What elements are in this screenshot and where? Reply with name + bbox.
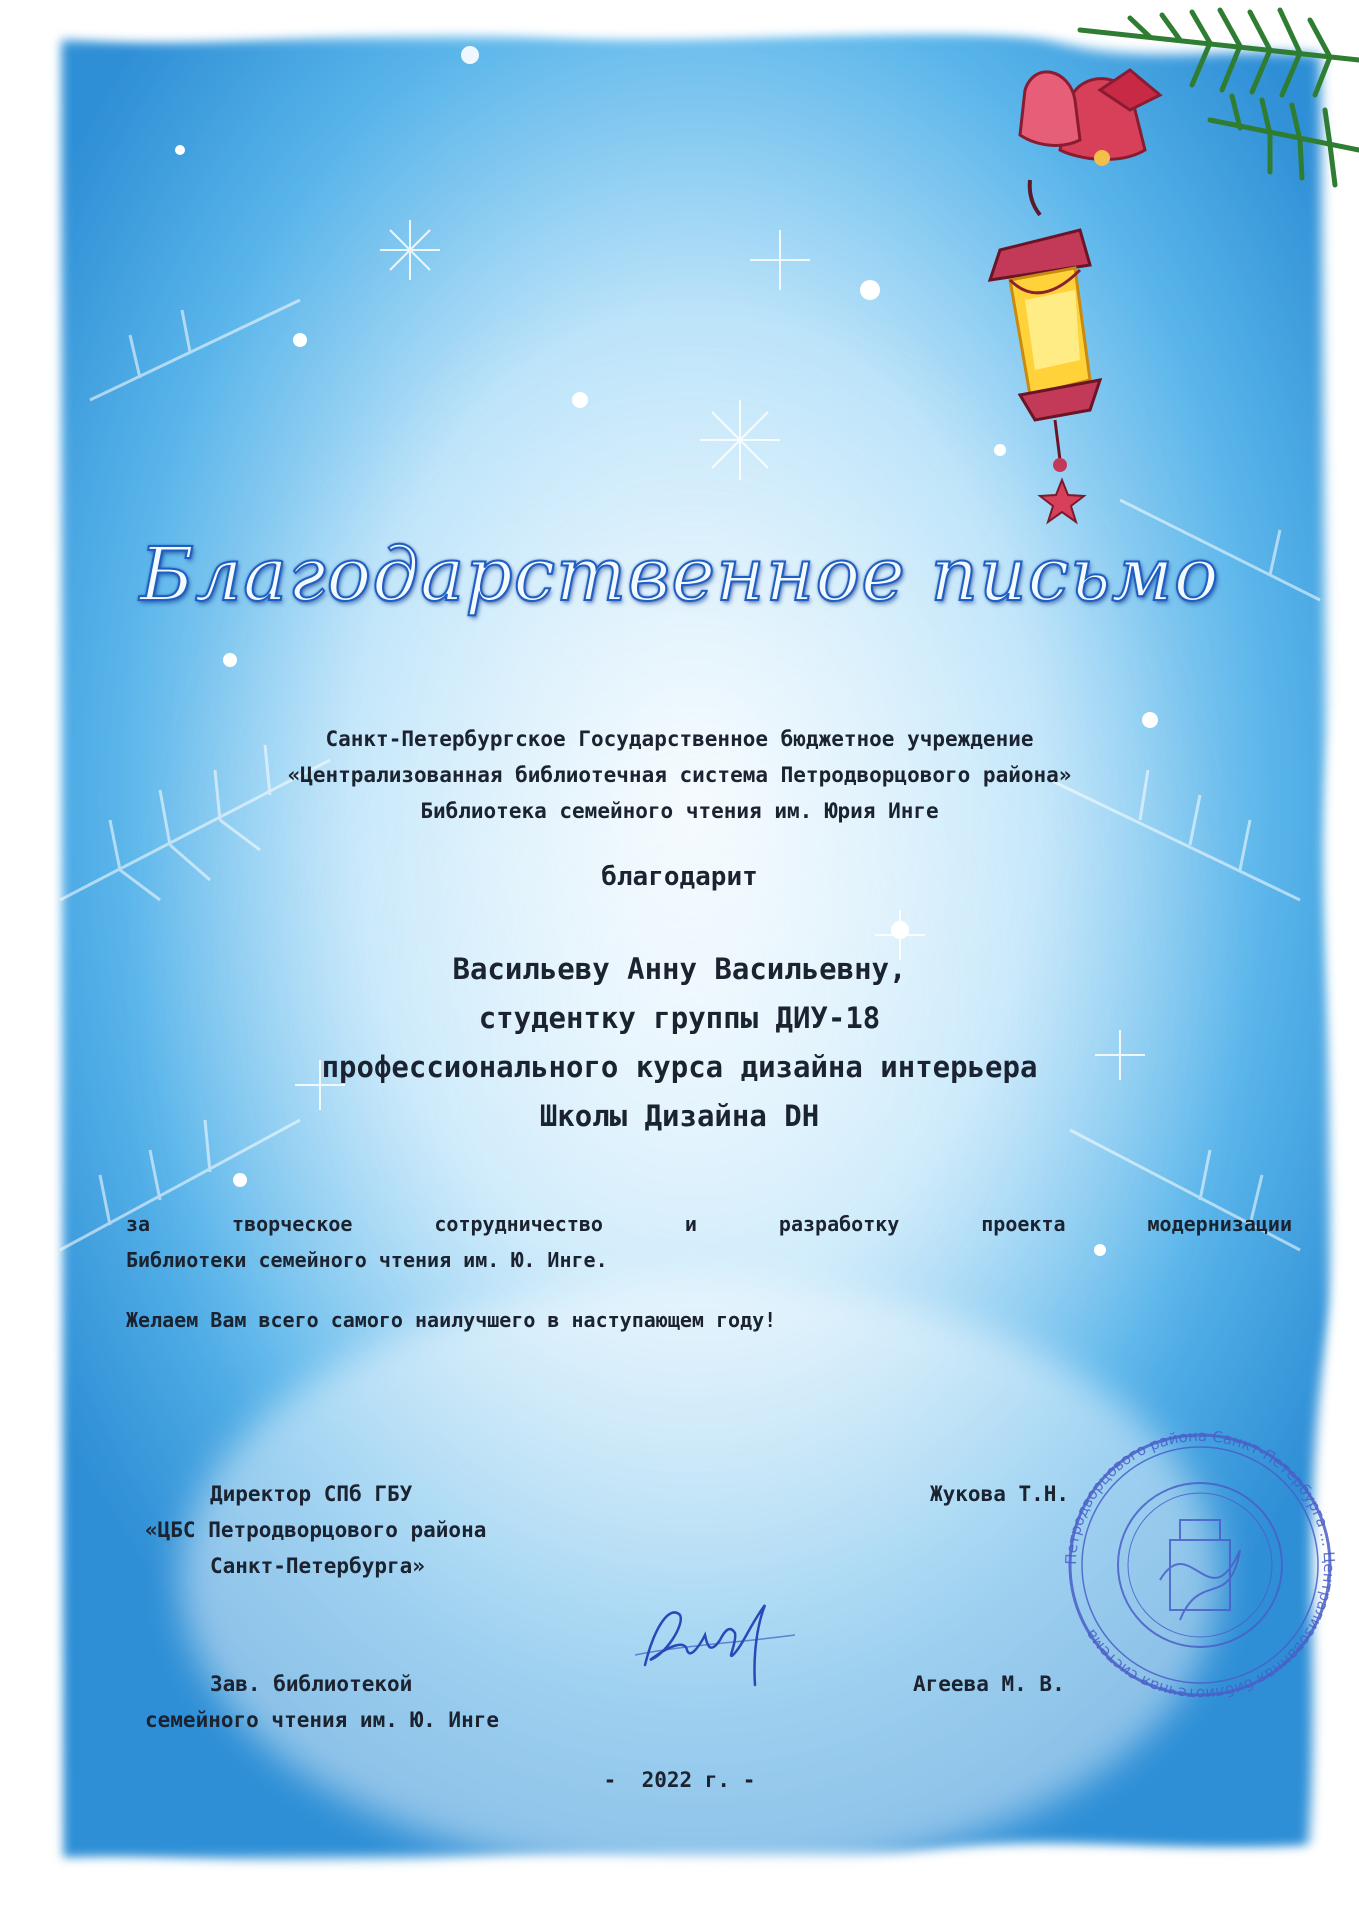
recipient-group: студентку группы ДИУ-18: [478, 1001, 881, 1035]
director-name: Жукова Т.Н.: [930, 1482, 1070, 1506]
round-seal: [1060, 1420, 1340, 1710]
lantern-icon: [990, 180, 1100, 472]
reason-line-2: Библиотеки семейного чтения им. Ю. Инге.: [126, 1248, 608, 1272]
year-line: - 2022 г. -: [603, 1768, 756, 1792]
seal-text: Петродворцового района Санкт-Петербурга ... Централизованная библиотечная система: [1061, 1426, 1339, 1704]
head-title-1: Зав. библиотекой: [210, 1672, 413, 1696]
director-title-2: «ЦБС Петродворцового района: [145, 1518, 487, 1542]
star-icon: [1040, 480, 1084, 522]
reason-line-1: за творческое сотрудничество и разработку проекта модернизации: [126, 1212, 1292, 1236]
org-line-1: Санкт-Петербургское Государственное бюджетное учреждение: [325, 727, 1034, 751]
recipient-course: профессионального курса дизайна интерьера: [321, 1050, 1038, 1084]
lantern-decoration: [930, 0, 1359, 540]
director-title-1: Директор СПб ГБУ: [210, 1482, 413, 1506]
wish-text: Желаем Вам всего самого наилучшего в наступающем году!: [126, 1308, 777, 1332]
head-name: Агеева М. В.: [913, 1672, 1065, 1696]
org-line-2: «Централизованная библиотечная система Петродворцового района»: [287, 763, 1072, 787]
thanks-word: благодарит: [601, 862, 758, 892]
recipient-name: Васильеву Анну Васильевну,: [452, 952, 907, 986]
handwritten-signature: [625, 1585, 805, 1695]
recipient-school: Школы Дизайна DH: [539, 1099, 820, 1133]
page-title: Благодарственное письмо: [139, 532, 1220, 618]
red-bell-icon: [1020, 70, 1160, 166]
org-line-3: Библиотека семейного чтения им. Юрия Инге: [420, 799, 939, 823]
head-title-2: семейного чтения им. Ю. Инге: [145, 1708, 500, 1732]
director-title-3: Санкт-Петербурга»: [210, 1554, 425, 1578]
